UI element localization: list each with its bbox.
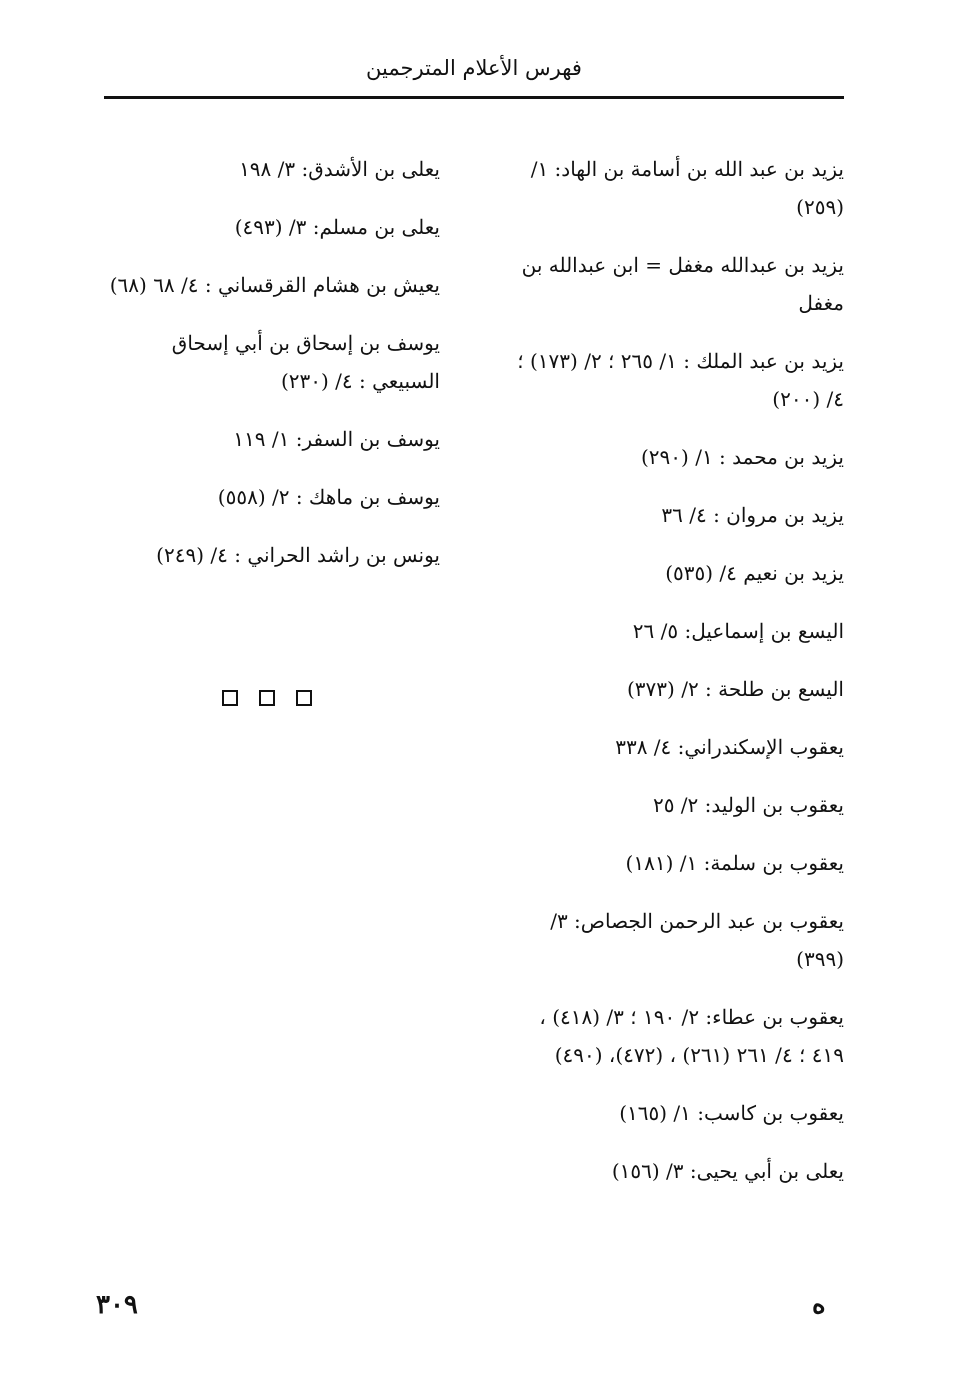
index-entry: يوسف بن السفر: ١/ ١١٩ <box>233 427 440 451</box>
index-entry: يعقوب بن عبد الرحمن الجصاص: ٣/ (٣٩٩) <box>550 909 844 971</box>
index-entry: اليسع بن طلحة : ٢/ (٣٧٣) <box>626 677 844 701</box>
index-entry: يزيد بن عبدالله مغفل = ابن عبدالله بن مغفل <box>521 253 844 315</box>
right-index-column <box>502 150 844 1210</box>
index-entry: يعلى بن الأشدق: ٣/ ١٩٨ <box>239 157 440 181</box>
index-entry: يزيد بن محمد : ١/ (٢٩٠) <box>640 445 844 469</box>
index-entry: يزيد بن عبد الله بن أسامة بن الهاد: ١/ (٢٥٩) <box>530 157 844 219</box>
square-ornament-icon <box>296 690 312 706</box>
index-entry: اليسع بن إسماعيل: ٥/ ٢٦ <box>632 619 844 643</box>
index-entry: يزيد بن نعيم ٤/ (٥٣٥) <box>665 561 844 585</box>
square-ornament-icon <box>259 690 275 706</box>
index-entry: يعقوب بن الوليد: ٢/ ٢٥ <box>652 793 844 817</box>
square-ornament-icon <box>222 690 238 706</box>
index-entry: يونس بن راشد الحراني : ٤/ (٢٤٩) <box>156 543 440 567</box>
index-entry: يعقوب بن عطاء: ٢/ ١٩٠ ؛ ٣/ (٤١٨) ، ٤١٩ ؛ ٤/ ٢٦١ (٢٦١) ، (٤٧٢)، (٤٩٠) <box>539 1005 844 1067</box>
page-header-title: فهرس الأعلام المترجمين <box>366 56 582 80</box>
index-entry: يعقوب الإسكندراني: ٤/ ٣٣٨ <box>615 735 844 759</box>
page-number: ٣٠٩ <box>96 1290 138 1320</box>
index-entry: يوسف بن ماهك : ٢/ (٥٥٨) <box>217 485 440 509</box>
index-entry: يعلى بن مسلم: ٣/ (٤٩٣) <box>234 215 440 239</box>
index-entry: يزيد بن مروان : ٤/ ٣٦ <box>661 503 844 527</box>
index-entry: يزيد بن عبد الملك : ١/ ٢٦٥ ؛ ٢/ (١٧٣) ؛ ٤/ (٢٠٠) <box>517 349 844 411</box>
index-entry: يعقوب بن سلمة: ١/ (١٨١) <box>625 851 844 875</box>
index-entry: يعيش بن هشام القرقساني : ٤/ ٦٨ (٦٨) <box>109 273 440 297</box>
section-letter: ه <box>812 1290 826 1320</box>
section-end-mark <box>222 690 312 706</box>
index-entry: يعقوب بن كاسب: ١/ (١٦٥) <box>619 1101 844 1125</box>
header-rule <box>104 96 844 99</box>
left-index-column <box>100 150 440 594</box>
index-entry: يعلى بن أبي يحيى: ٣/ (١٥٦) <box>611 1159 844 1183</box>
index-entry: يوسف بن إسحاق بن أبي إسحاق السبيعي : ٤/ (٢٣٠) <box>171 331 440 393</box>
